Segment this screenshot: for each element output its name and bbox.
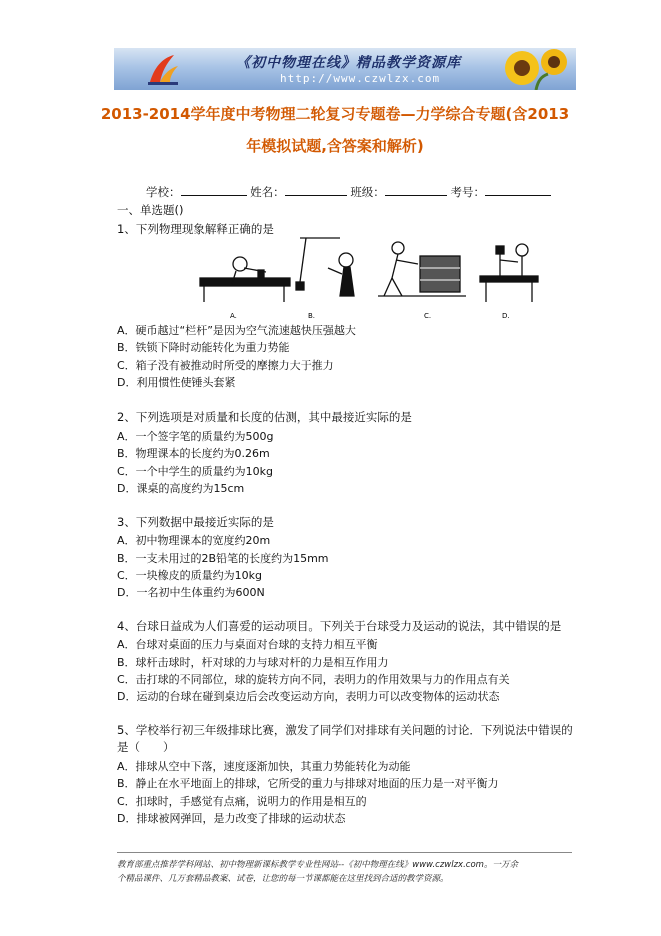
question-5-option-b: B．静止在水平地面上的排球，它所受的重力与排球对地面的压力是一对平衡力 <box>117 777 499 790</box>
section-heading: 一、单选题() <box>117 203 184 217</box>
banner-title: 《初中物理在线》精品教学资源库 <box>236 55 461 71</box>
footer-divider <box>117 852 572 853</box>
question-5-stem-continued: 是（ ） <box>117 740 175 754</box>
exam-number-label: 考号： <box>450 185 485 199</box>
figure-b-lock-illustration <box>296 238 354 296</box>
question-5-stem: 5、学校举行初三年级排球比赛，激发了同学们对排球有关问题的讨论．下列说法中错误的 <box>117 723 573 737</box>
question-2-option-a: A．一个签字笔的质量约为500g <box>117 430 274 443</box>
question-3-option-b: B．一支未用过的2B铅笔的长度约为15mm <box>117 552 329 565</box>
question-3-option-a: A．初中物理课本的宽度约20m <box>117 534 271 547</box>
question-4-option-d: D．运动的台球在碰到桌边后会改变运动方向，表明力可以改变物体的运动状态 <box>117 690 500 703</box>
footer-line1: 教育部重点推荐学科网站、初中物理新课标教学专业性网站--《初中物理在线》www.czwlzx.com。一万余 <box>117 860 518 870</box>
figure-c-box-illustration <box>378 242 466 296</box>
school-label: 学校： <box>146 185 181 199</box>
question-1-option-b: B．铁锁下降时动能转化为重力势能 <box>117 341 290 354</box>
question-1-option-a: A．硬币越过“栏杆”是因为空气流速越快压强越大 <box>117 324 356 337</box>
question-5-option-c: C．扣球时，手感觉有点痛，说明力的作用是相互的 <box>117 795 367 808</box>
question-4-option-c: C．击打球的不同部位，球的旋转方向不同，表明力的作用效果与力的作用点有关 <box>117 673 510 686</box>
name-blank <box>285 183 347 196</box>
question-1-option-c: C．箱子没有被推动时所受的摩擦力大于推力 <box>117 359 334 372</box>
question-1-stem: 1、下列物理现象解释正确的是 <box>117 222 274 236</box>
banner-url: http://www.czwlzx.com <box>280 72 441 85</box>
question-1-figures <box>196 234 541 324</box>
question-1-option-d: D．利用惯性使锤头套紧 <box>117 376 236 389</box>
site-logo <box>144 52 182 86</box>
question-5-option-d: D．排球被网弹回，是力改变了排球的运动状态 <box>117 812 346 825</box>
exam-number-blank <box>485 183 551 196</box>
footer-line2: 个精品课件、几万套精品教案、试卷，让您的每一节课都能在这里找到合适的教学资源。 <box>117 874 449 884</box>
question-4-option-b: B．球杆击球时，杆对球的力与球对杆的力是相互作用力 <box>117 656 389 669</box>
document-title-line2: 年模拟试题,含答案和解析) <box>246 137 424 155</box>
figure-label-a: A. <box>230 312 237 320</box>
question-4-stem: 4、台球日益成为人们喜爱的运动项目。下列关于台球受力及运动的说法，其中错误的是 <box>117 619 562 633</box>
class-label: 班级： <box>350 185 385 199</box>
school-blank <box>181 183 247 196</box>
figure-label-c: C. <box>424 312 432 320</box>
sunflower-icon <box>492 48 572 90</box>
class-blank <box>385 183 447 196</box>
header-banner <box>114 48 576 90</box>
question-2-option-c: C．一个中学生的质量约为10kg <box>117 465 274 478</box>
question-3-option-c: C．一块橡皮的质量约为10kg <box>117 569 263 582</box>
figure-a-coin-illustration <box>200 257 290 302</box>
question-3-stem: 3、下列数据中最接近实际的是 <box>117 515 274 529</box>
figure-label-b: B. <box>308 312 316 320</box>
name-label: 姓名： <box>250 185 285 199</box>
question-4-option-a: A．台球对桌面的压力与桌面对台球的支持力相互平衡 <box>117 638 378 651</box>
student-info-line <box>146 183 551 200</box>
question-5-option-a: A．排球从空中下落，速度逐渐加快，其重力势能转化为动能 <box>117 760 411 773</box>
figure-d-hammer-illustration <box>480 244 538 302</box>
question-2-stem: 2、下列选项是对质量和长度的估测，其中最接近实际的是 <box>117 410 412 424</box>
figure-label-d: D. <box>502 312 510 320</box>
document-title-line1: 2013-2014学年度中考物理二轮复习专题卷—力学综合专题(含2013 <box>100 105 570 123</box>
footer <box>117 858 579 886</box>
question-3-option-d: D．一名初中生体重约为600N <box>117 586 265 599</box>
question-2-option-b: B．物理课本的长度约为0.26m <box>117 447 270 460</box>
question-2-option-d: D．课桌的高度约为15cm <box>117 482 245 495</box>
